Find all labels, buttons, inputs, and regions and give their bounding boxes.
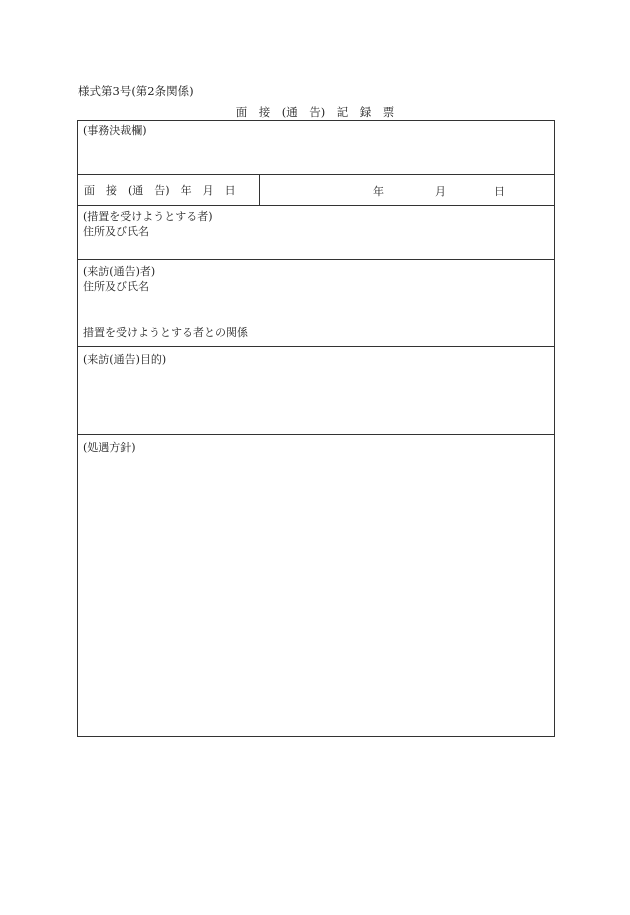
date-month-label: 月 xyxy=(435,185,446,198)
form-title xyxy=(0,104,630,120)
record-table xyxy=(77,120,555,737)
purpose-row[interactable] xyxy=(78,347,554,435)
visitor-label: (来訪(通告)者) xyxy=(83,265,156,278)
approval-label: (事務決裁欄) xyxy=(83,124,147,137)
purpose-label: (来訪(通告)目的) xyxy=(83,353,167,366)
date-year-label: 年 xyxy=(373,185,384,198)
policy-row[interactable] xyxy=(78,435,554,736)
date-label: 面 接 (通 告) 年 月 日 xyxy=(84,184,236,197)
date-day-label: 日 xyxy=(494,185,505,198)
date-label-cell xyxy=(78,175,260,205)
visitor-address-label: 住所及び氏名 xyxy=(83,280,149,293)
subject-label: (措置を受けようとする者) xyxy=(83,210,213,223)
date-row xyxy=(78,175,554,206)
form-title-text: 面 接 (通 告) 記 録 票 xyxy=(235,105,395,119)
subject-row[interactable] xyxy=(78,206,554,260)
policy-label: (処遇方針) xyxy=(83,441,136,454)
approval-row xyxy=(78,121,554,175)
visitor-row[interactable] xyxy=(78,260,554,347)
form-number: 様式第3号(第2条関係) xyxy=(78,84,194,98)
date-value-cell[interactable] xyxy=(260,175,554,205)
subject-address-label: 住所及び氏名 xyxy=(83,225,149,238)
visitor-relation-label: 措置を受けようとする者との関係 xyxy=(83,326,248,339)
